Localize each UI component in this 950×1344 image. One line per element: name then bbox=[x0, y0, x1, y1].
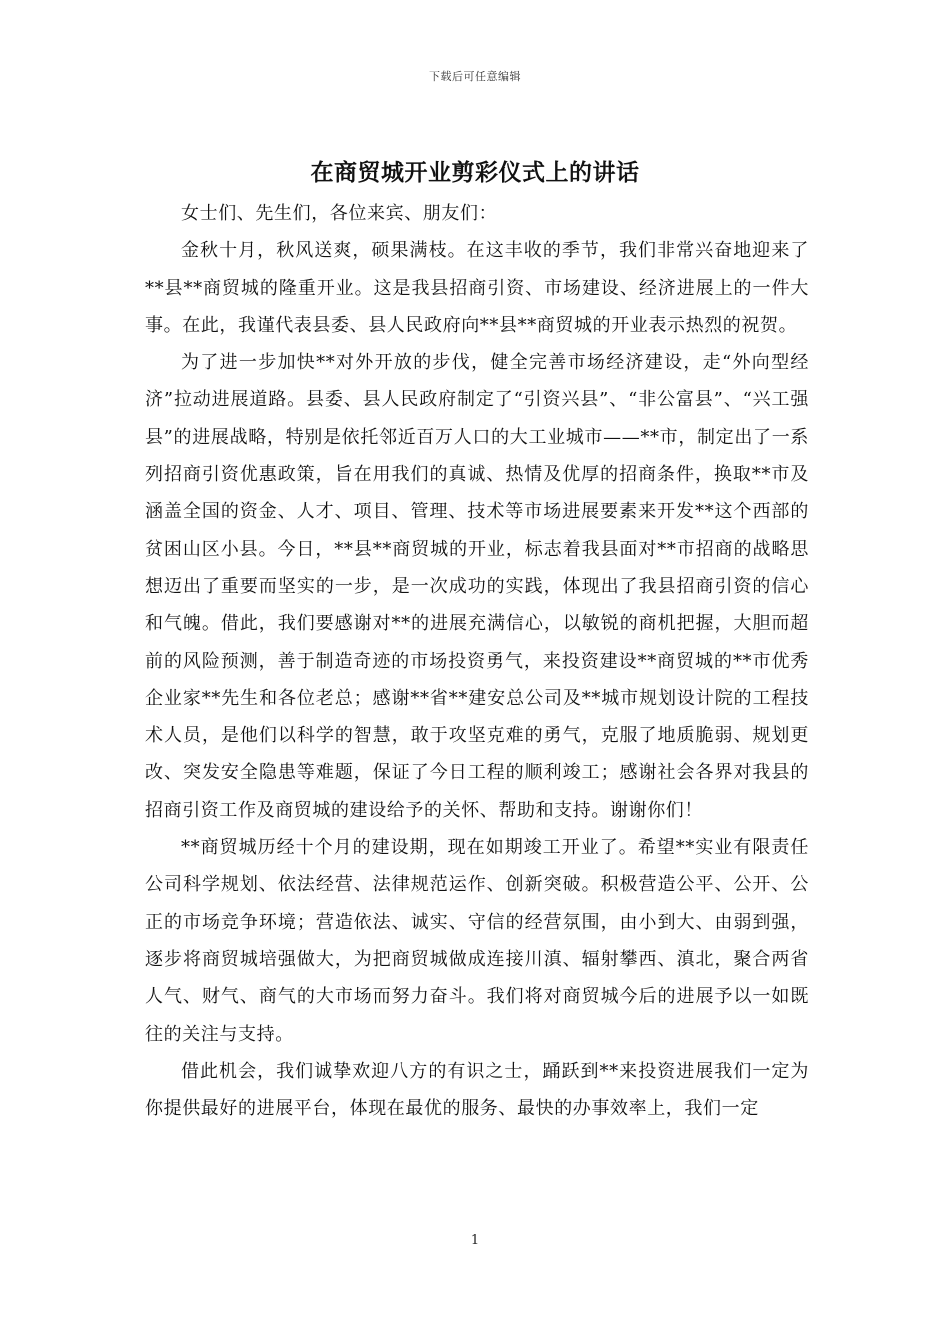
paragraph-1: 金秋十月，秋风送爽，硕果满枝。在这丰收的季节，我们非常兴奋地迎来了**县**商贸城的隆重开业。这是我县招商引资、市场建设、经济进展上的一件大事。在此，我谨代表县委、县人民政府向**县**商贸城的开业表示热烈的祝贺。 bbox=[145, 240, 809, 336]
header-note: 下载后可任意编辑 bbox=[429, 70, 521, 83]
paragraph-2: 为了进一步加快**对外开放的步伐，健全完善市场经济建设，走“外向型经济”拉动进展道路。县委、县人民政府制定了“引资兴县”、“非公富县”、“兴工强县”的进展战略，特别是依托邻近百万人口的大工业城市——**市，制定出了一系列招商引资优惠政策，旨在用我们的真诚、热情及优厚的招商条件，换取**市及涵盖全国的资金、人才、项目、管理、技术等市场进展要素来开发**这个西部的贫困山区小县。今日，**县**商贸城的开业，标志着我县面对**市招商的战略思想迈出了重要而坚实的一步，是一次成功的实践，体现出了我县招商引资的信心和气魄。借此，我们要感谢对**的进展充满信心，以敏锐的商机把握，大胆而超前的风险预测，善于制造奇迹的市场投资勇气，来投资建设**商贸城的**市优秀企业家**先生和各位老总；感谢**省**建安总公司及**城市规划设计院的工程技术人员，是他们以科学的智慧，敢于攻坚克难的勇气，克服了地质脆弱、规划更改、突发安全隐患等难题，保证了今日工程的顺利竣工；感谢社会各界对我县的招商引资工作及商贸城的建设给予的关怀、帮助和支持。谢谢你们！ bbox=[145, 352, 809, 821]
page-number: 1 bbox=[470, 1233, 480, 1248]
paragraph-greeting: 女士们、先生们，各位来宾、朋友们： bbox=[181, 203, 498, 224]
paragraph-4: 借此机会，我们诚挚欢迎八方的有识之士，踊跃到**来投资进展我们一定为你提供最好的进展平台，体现在最优的服务、最快的办事效率上，我们一定 bbox=[145, 1060, 809, 1120]
document-title: 在商贸城开业剪彩仪式上的讲话 bbox=[310, 159, 640, 186]
document-body bbox=[145, 195, 809, 1127]
paragraph-3: **商贸城历经十个月的建设期，现在如期竣工开业了。希望**实业有限责任公司科学规划、依法经营、法律规范运作、创新突破。积极营造公平、公开、公正的市场竞争环境；营造依法、诚实、守信的经营氛围，由小到大、由弱到强，逐步将商贸城培强做大，为把商贸城做成连接川滇、辐射攀西、滇北，聚合两省人气、财气、商气的大市场而努力奋斗。我们将对商贸城今后的进展予以一如既往的关注与支持。 bbox=[145, 837, 809, 1045]
